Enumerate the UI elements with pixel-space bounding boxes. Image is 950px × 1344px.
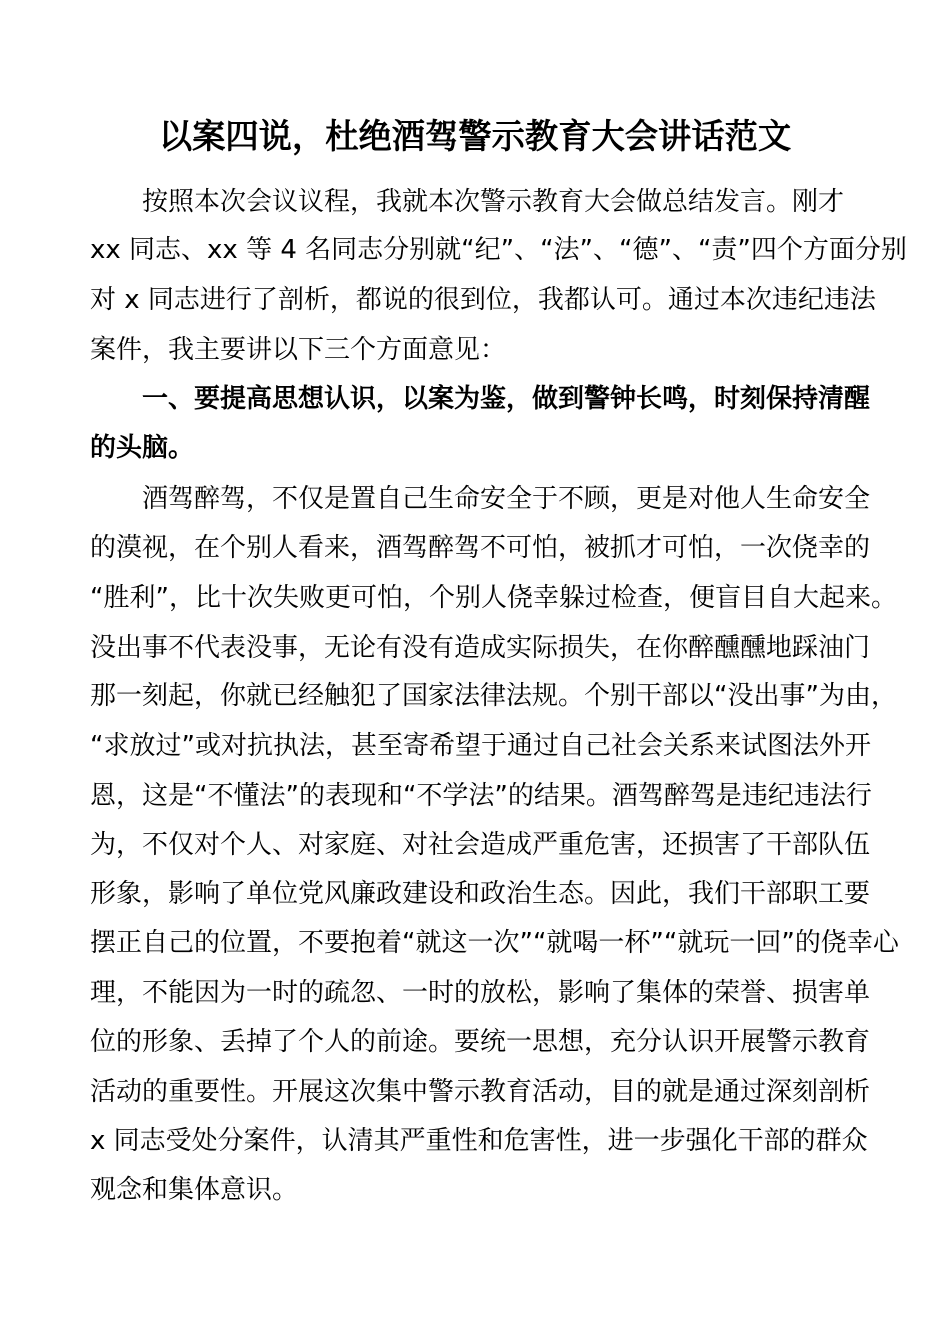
paragraph-2-line-2: 的漠视，在个别人看来，酒驾醉驾不可怕，被抓才可怕，一次侥幸的 [90, 533, 871, 563]
paragraph-1-line-3: 对 x 同志进行了剖析，都说的很到位，我都认可。通过本次违纪违法 [90, 285, 876, 315]
paragraph-2-line-5: 那一刻起，你就已经触犯了国家法律法规。个别干部以“没出事”为由， [90, 681, 897, 711]
paragraph-2-line-6: “求放过”或对抗执法，甚至寄希望于通过自己社会关系来试图法外开 [90, 731, 871, 761]
paragraph-1-line-2: xx 同志、xx 等 4 名同志分别就“纪”、“法”、“德”、“责”四个方面分别 [90, 235, 907, 265]
paragraph-2-line-4: 没出事不代表没事，无论有没有造成实际损失，在你醉醺醺地踩油门 [90, 633, 871, 663]
paragraph-2-line-9: 形象，影响了单位党风廉政建设和政治生态。因此，我们干部职工要 [90, 879, 871, 909]
paragraph-2-line-13: 活动的重要性。开展这次集中警示教育活动，目的就是通过深刻剖析 [90, 1077, 871, 1107]
section-heading-line-1: 一、要提高思想认识，以案为鉴，做到警钟长鸣，时刻保持清醒 [142, 384, 871, 414]
paragraph-1-line-1: 按照本次会议议程，我就本次警示教育大会做总结发言。刚才 [142, 187, 845, 217]
paragraph-1-line-4: 案件，我主要讲以下三个方面意见： [90, 335, 507, 365]
paragraph-2-line-11: 理，不能因为一时的疏忽、一时的放松，影响了集体的荣誉、损害单 [90, 978, 871, 1008]
paragraph-2-line-8: 为，不仅对个人、对家庭、对社会造成严重危害，还损害了干部队伍 [90, 830, 871, 860]
paragraph-2-line-12: 位的形象、丢掉了个人的前途。要统一思想，充分认识开展警示教育 [90, 1027, 871, 1057]
paragraph-2-line-10: 摆正自己的位置，不要抱着“就这一次”“就喝一杯”“就玩一回”的侥幸心 [90, 928, 899, 958]
paragraph-2-line-3: “胜利”，比十次失败更可怕，个别人侥幸躲过检查，便盲目自大起来。 [90, 583, 897, 613]
paragraph-2-line-15: 观念和集体意识。 [90, 1175, 299, 1205]
paragraph-2-line-1: 酒驾醉驾，不仅是置自己生命安全于不顾，更是对他人生命安全 [142, 484, 871, 514]
section-heading-line-2: 的头脑。 [90, 433, 195, 463]
paragraph-2-line-7: 恩，这是“不懂法”的表现和“不学法”的结果。酒驾醉驾是违纪违法行 [90, 781, 872, 811]
paragraph-2-line-14: x 同志受处分案件，认清其严重性和危害性，进一步强化干部的群众 [90, 1126, 868, 1156]
document-title: 以案四说，杜绝酒驾警示教育大会讲话范文 [158, 117, 792, 157]
